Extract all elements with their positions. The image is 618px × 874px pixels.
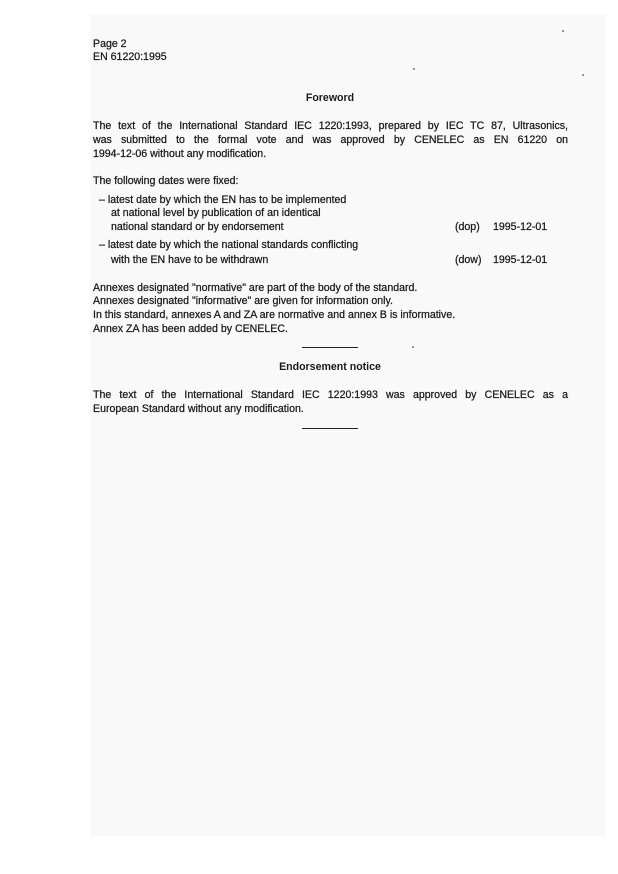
annex-line: Annexes designated "informative" are given for information only. xyxy=(93,295,393,307)
date-item-line: at national level by publication of an identical xyxy=(111,207,321,219)
scan-speck xyxy=(562,30,564,32)
scan-speck xyxy=(582,74,584,76)
foreword-line: was submitted to the formal vote and was approved by CENELEC as EN 61220 on xyxy=(93,134,568,146)
date-item-line: with the EN have to be withdrawn xyxy=(111,254,269,266)
endorsement-heading: Endorsement notice xyxy=(279,361,381,373)
scan-speck xyxy=(412,346,414,348)
annex-line: In this standard, annexes A and ZA are normative and annex B is informative. xyxy=(93,309,456,321)
scan-speck xyxy=(413,68,415,70)
date-item-line: – latest date by which the EN has to be implemented xyxy=(99,194,347,206)
date-code: (dow) xyxy=(455,254,482,266)
foreword-heading: Foreword xyxy=(305,92,355,104)
page-number: Page 2 xyxy=(93,38,127,50)
date-item-line: national standard or by endorsement xyxy=(111,221,284,233)
date-code: (dop) xyxy=(455,221,480,233)
date-value: 1995-12-01 xyxy=(493,254,548,266)
document-id: EN 61220:1995 xyxy=(93,51,167,63)
date-item-line: – latest date by which the national standards conflicting xyxy=(99,239,359,251)
section-divider xyxy=(302,428,358,429)
endorsement-line: The text of the International Standard IEC 1220:1993 was approved by CENELEC as a xyxy=(93,389,568,401)
section-divider xyxy=(302,347,358,348)
dates-intro: The following dates were fixed: xyxy=(93,175,239,187)
foreword-line: 1994-12-06 without any modification. xyxy=(93,148,267,160)
annex-line: Annex ZA has been added by CENELEC. xyxy=(93,323,288,335)
date-value: 1995-12-01 xyxy=(493,221,548,233)
annex-line: Annexes designated "normative" are part of the body of the standard. xyxy=(93,282,418,294)
endorsement-line: European Standard without any modification. xyxy=(93,403,304,415)
foreword-line: The text of the International Standard IEC 1220:1993, prepared by IEC TC 87, Ultrasonics, xyxy=(93,120,568,132)
